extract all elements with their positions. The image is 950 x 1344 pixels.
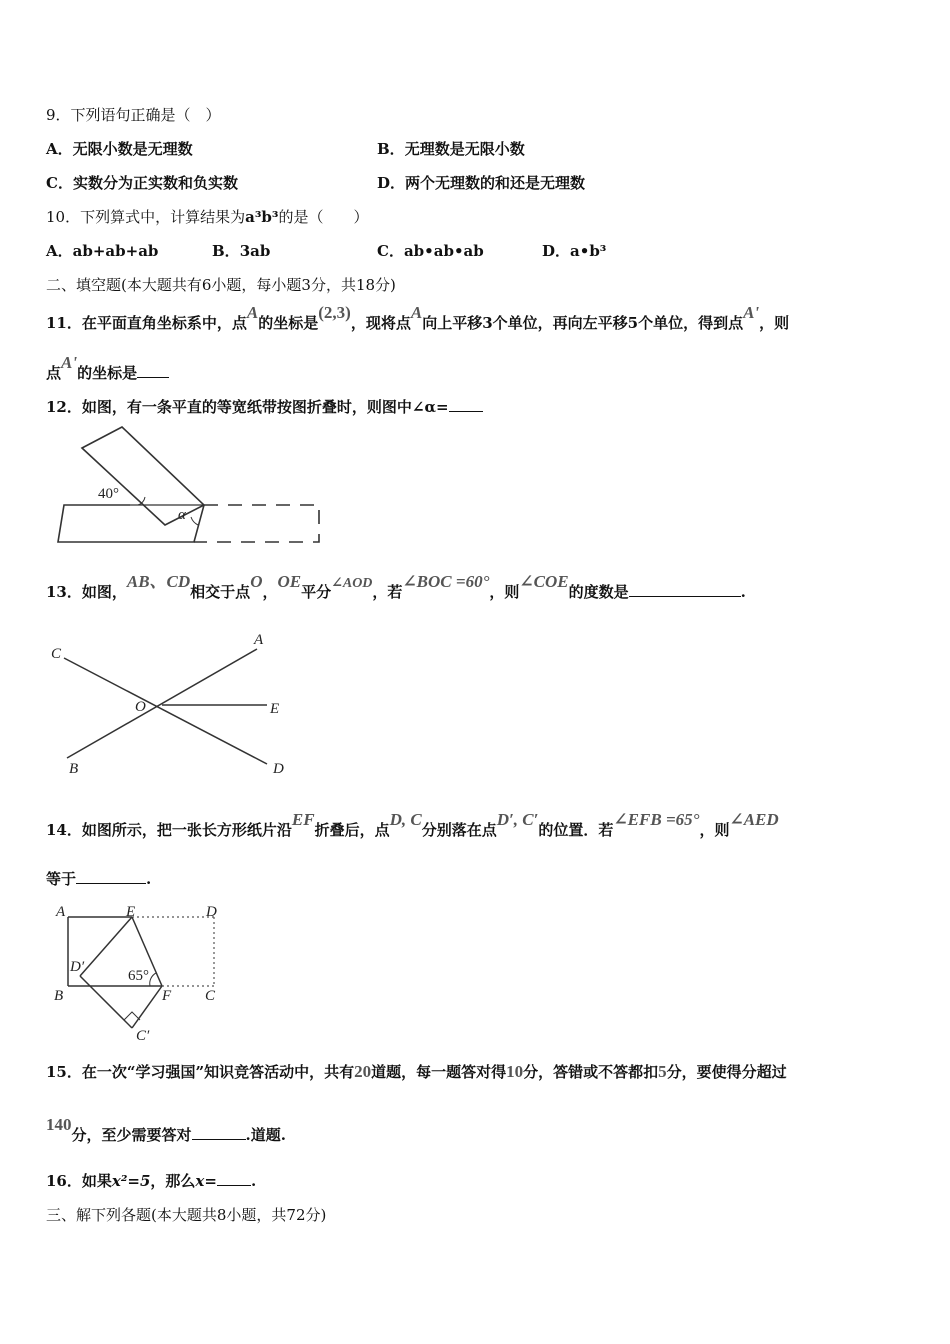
q14-label-b: B bbox=[54, 988, 64, 1004]
q12-folded-strip-figure bbox=[52, 425, 327, 550]
q14-folded-rectangle-figure bbox=[52, 900, 232, 1040]
q10-option-a: A．ab+ab+ab bbox=[46, 242, 159, 260]
q13-answer-blank[interactable] bbox=[629, 582, 741, 597]
q14-label-c-prime: C′ bbox=[136, 1028, 150, 1040]
q10-stem: 10．下列算式中，计算结果为a³b³的是（ ） bbox=[46, 208, 369, 226]
section-3-heading: 三、解下列各题(本大题共8小题，共72分) bbox=[46, 1206, 327, 1224]
q14-stem-line-2: 等于 . bbox=[46, 870, 152, 888]
q10-option-d: D．a•b³ bbox=[542, 242, 607, 260]
q15-answer-blank[interactable] bbox=[192, 1125, 246, 1140]
q10-option-c: C．ab•ab•ab bbox=[377, 242, 484, 260]
q13-label-b: B bbox=[69, 761, 79, 777]
q13-line-cd bbox=[64, 658, 267, 764]
q14-label-f: F bbox=[162, 988, 172, 1004]
q9-option-a: A．无限小数是无理数 bbox=[46, 140, 193, 158]
q14-answer-blank[interactable] bbox=[76, 869, 146, 884]
q15-stem-line-1: 15．在一次“学习强国”知识竞答活动中，共有20道题，每一题答对得10分，答错或不答都扣5分，要使得分超过 bbox=[46, 1062, 787, 1081]
q12-alpha-label: α bbox=[178, 507, 186, 523]
q14-edge-dprime-cprime bbox=[80, 976, 132, 1028]
q14-stem-line-1: 14．如图所示，把一张长方形纸片沿EF折叠后，点D, C分别落在点D′, C′的位置．若∠EFB =65°，则∠AED bbox=[46, 810, 779, 839]
q12-alpha-arc bbox=[191, 517, 198, 525]
q14-label-a: A bbox=[56, 904, 66, 920]
q9-option-d: D．两个无理数的和还是无理数 bbox=[377, 174, 586, 192]
q13-label-o: O bbox=[135, 699, 146, 715]
section-2-heading: 二、填空题(本大题共有6小题，每小题3分，共18分) bbox=[46, 276, 396, 294]
q9-stem: 9．下列语句正确是（ ） bbox=[46, 106, 221, 124]
q14-label-e: E bbox=[126, 904, 136, 920]
q16-stem: 16．如果x²=5，那么x= . bbox=[46, 1172, 257, 1190]
q12-stem: 12．如图，有一条平直的等宽纸带按图折叠时，则图中∠α= bbox=[46, 396, 483, 417]
q12-40-degree-label: 40° bbox=[98, 486, 119, 502]
q14-edge-ed-prime bbox=[80, 917, 132, 976]
q13-stem: 13．如图，AB、CD相交于点O，OE平分∠AOD，若∠BOC =60°，则∠COE的度数是 . bbox=[46, 572, 746, 601]
q14-label-c: C bbox=[205, 988, 216, 1004]
q15-stem-line-2: 140分，至少需要答对 .道题. bbox=[46, 1115, 286, 1144]
q13-line-ab bbox=[67, 649, 257, 758]
q14-label-d: D bbox=[206, 904, 217, 920]
q16-answer-blank[interactable] bbox=[217, 1171, 251, 1186]
q14-edge-cprime-f bbox=[132, 986, 162, 1028]
q13-label-a: A bbox=[254, 632, 264, 648]
q9-option-b: B．无理数是无限小数 bbox=[377, 140, 525, 158]
q14-right-angle-mark bbox=[124, 1012, 140, 1020]
q12-answer-blank[interactable] bbox=[449, 397, 483, 412]
q11-line-2: 点A'的坐标是 bbox=[46, 362, 169, 383]
q9-option-c: C．实数分为正实数和负实数 bbox=[46, 174, 238, 192]
q13-label-d: D bbox=[273, 761, 284, 777]
q13-label-c: C bbox=[51, 646, 62, 662]
q11-answer-blank[interactable] bbox=[137, 363, 169, 378]
q13-intersecting-lines-figure bbox=[45, 625, 305, 780]
q14-65-degree-label: 65° bbox=[128, 968, 149, 984]
q13-label-e: E bbox=[270, 701, 280, 717]
q12-dashed-original bbox=[194, 505, 319, 542]
q10-option-b: B．3ab bbox=[212, 242, 271, 260]
q11-line-1: 11．在平面直角坐标系中，点A的坐标是(2,3)，现将点A向上平移3个单位，再向左平移5个单位，得到点A'，则 bbox=[46, 303, 790, 332]
q14-65-arc bbox=[150, 973, 156, 986]
q14-label-d-prime: D′ bbox=[70, 959, 85, 975]
